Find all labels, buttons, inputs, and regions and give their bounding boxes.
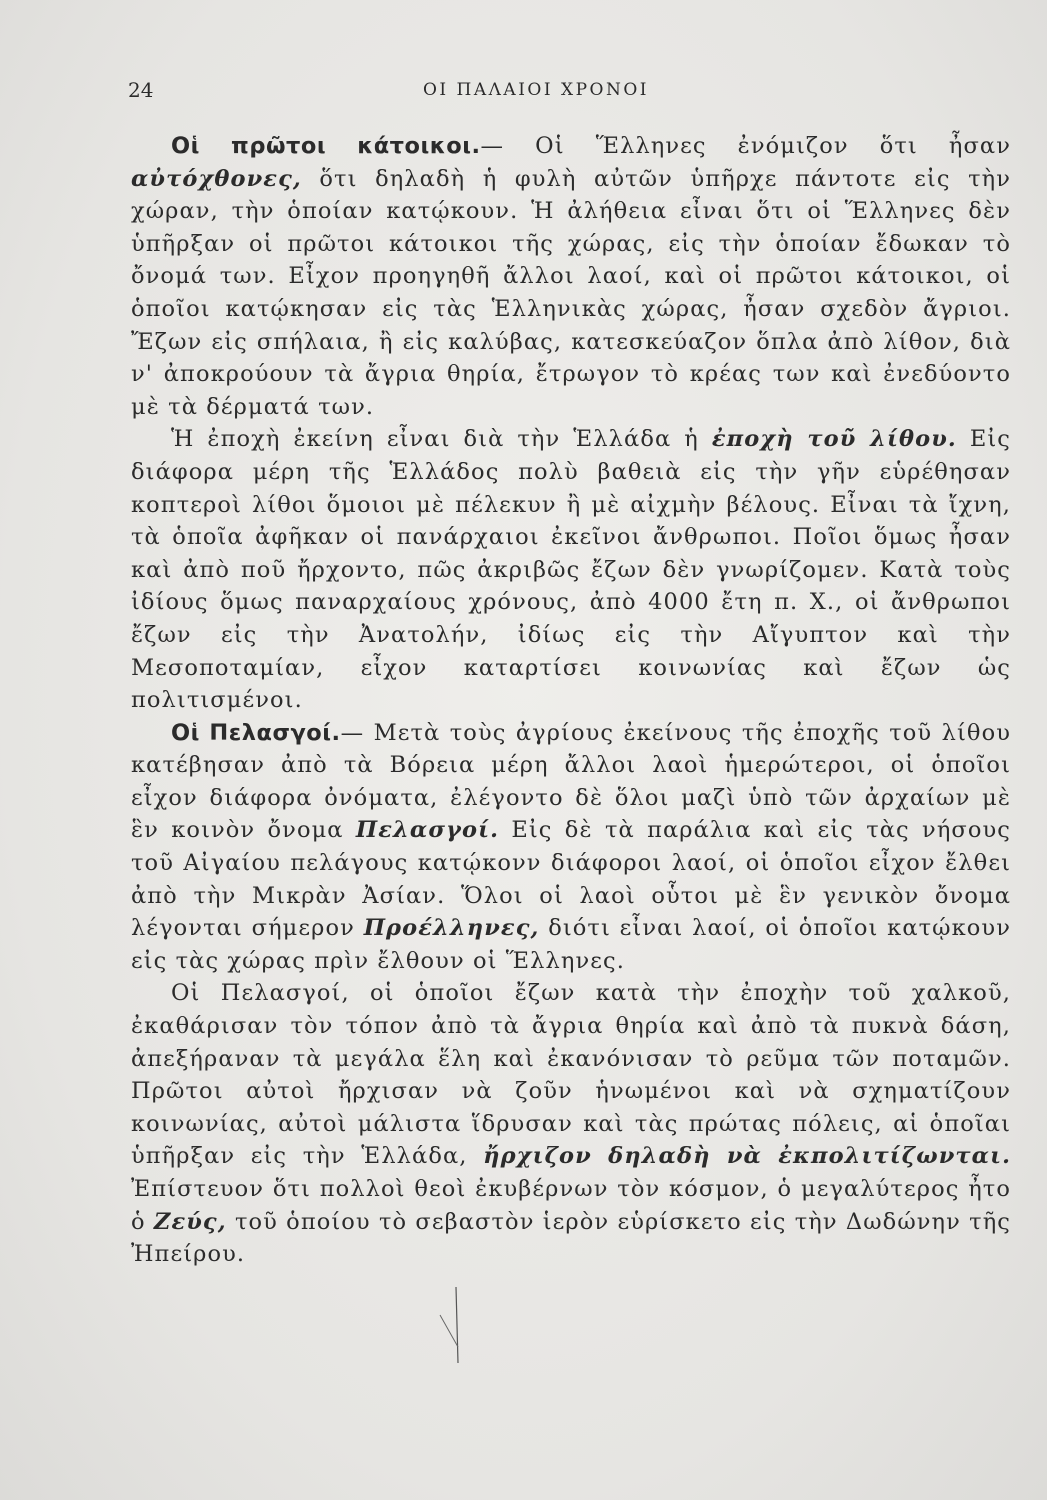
emphasis-term: Πελασγοί. bbox=[355, 817, 500, 844]
body-text bbox=[131, 130, 1011, 1271]
emphasis-term: ἤρχιζον δηλαδὴ νὰ ἐκπολιτίζωνται. bbox=[483, 1143, 1012, 1170]
emphasis-term: αὐτόχθονες, bbox=[131, 165, 302, 192]
page-number: 24 bbox=[128, 78, 154, 102]
emphasis-term: Προέλληνες, bbox=[363, 915, 540, 942]
pencil-mark-icon bbox=[436, 1285, 476, 1365]
running-title: ΟΙ ΠΑΛΑΙΟΙ ΧΡΟΝΟΙ bbox=[423, 80, 649, 100]
paragraph-text: Ἐπίστευον ὅτι πολλοὶ θεοὶ ἐκυβέρνων τὸν κόσμον, ὁ μεγαλύτερος ἦτο ὁ bbox=[131, 1176, 1011, 1235]
paragraph-text: — Μετὰ τοὺς ἀγρίους ἐκείνους τῆς ἐποχῆς τοῦ λίθου κατέβησαν ἀπὸ τὰ Βόρεια μέρη ἄλλοι λαοὶ ἡμερώτεροι, οἱ ὁποῖοι εἶχον διάφορα ὀνόματα, ἐλέγοντο δὲ ὅλοι μαζὶ ὑπὸ τῶν ἀρχαίων μὲ ἓν κοινὸν ὄνομα bbox=[131, 719, 1011, 844]
paragraph-text: — Οἱ Ἕλληνες ἐνόμιζον ὅτι ἦσαν bbox=[480, 133, 1012, 159]
page-header bbox=[128, 78, 1008, 108]
paragraph-text: Οἱ Πελασγοί, οἱ ὁποῖοι ἔζων κατὰ τὴν ἐποχὴν τοῦ χαλκοῦ, ἐκαθάρισαν τὸν τόπον ἀπὸ τὰ ἄγρια θηρία καὶ ἀπὸ τὰ πυκνὰ δάση, ἀπεξήραναν τὰ μεγάλα ἕλη καὶ ἐκανόνισαν τὸ ρεῦμα τῶν ποταμῶν. Πρῶτοι αὐτοὶ ἤρχισαν νὰ ζοῦν ἡνωμένοι καὶ νὰ σχηματίζουν κοινωνίας, αὐτοὶ μάλιστα ἵδρυσαν καὶ τὰς πρώτας πόλεις, αἱ ὁποῖαι ὑπῆρξαν εἰς τὴν Ἑλλάδα, bbox=[131, 980, 1011, 1170]
paragraph-text: τοῦ ὁποίου τὸ σεβαστὸν ἱερὸν εὑρίσκετο εἰς τὴν Δωδώνην τῆς Ἠπείρου. bbox=[131, 1208, 1011, 1268]
paragraph-text: διότι εἶναι λαοί, οἱ ὁποῖοι κατῴκουν εἰς τὰς χώρας πρὶν ἔλθουν οἱ Ἕλληνες. bbox=[131, 915, 1011, 974]
paragraph-first-inhabitants bbox=[131, 130, 1011, 423]
emphasis-term: ἐποχὴ τοῦ λίθου. bbox=[711, 426, 957, 453]
paragraph-stone-age bbox=[131, 423, 1011, 716]
paragraph-text: Ἡ ἐποχὴ ἐκείνη εἶναι διὰ τὴν Ἑλλάδα ἡ bbox=[171, 426, 712, 453]
emphasis-term: Ζεύς, bbox=[153, 1208, 227, 1235]
section-heading-pelasgians: Οἱ Πελασγοί. bbox=[171, 719, 341, 746]
paragraph-pelasgians bbox=[131, 717, 1011, 978]
section-heading-first-inhabitants: Οἱ πρῶτοι κάτοικοι. bbox=[171, 133, 481, 159]
paragraph-text: Εἰς δὲ τὰ παράλια καὶ εἰς τὰς νήσους τοῦ Αἰγαίου πελάγους κατῴκονν διάφοροι λαοί, οἱ ὁποῖοι εἶχον ἔλθει ἀπὸ τὴν Μικρὰν Ἀσίαν. Ὅλοι οἱ λαοὶ οὗτοι μὲ ἓν γενικὸν ὄνομα λέγονται σήμερον bbox=[131, 817, 1011, 942]
paragraph-text: Εἰς διάφορα μέρη τῆς Ἑλλάδος πολὺ βαθειὰ εἰς τὴν γῆν εὑρέθησαν κοπτεροὶ λίθοι ὅμοιοι μὲ πέλεκυν ἢ μὲ αἰχμὴν βέλους. Εἶναι τὰ ἴχνη, τὰ ὁποῖα ἀφῆκαν οἱ πανάρχαιοι ἐκεῖνοι ἄνθρωποι. Ποῖοι ὅμως ἦσαν καὶ ἀπὸ ποῦ ἤρχοντο, πῶς ἀκριβῶς ἔζων δὲν γνωρίζομεν. Κατὰ τοὺς ἰδίους ὅμως παναρχαίους χρόνους, ἀπὸ 4000 ἔτη π. Χ., οἱ ἄνθρωποι ἔζων εἰς τὴν Ἀνατολήν, ἰδίως εἰς τὴν Αἴγυπτον καὶ τὴν Μεσοποταμίαν, εἶχον καταρτίσει κοινωνίας καὶ ἔζων ὡς πολιτισμένοι. bbox=[131, 426, 1011, 714]
paragraph-text: ὅτι δηλαδὴ ἡ φυλὴ αὐτῶν ὑπῆρχε πάντοτε εἰς τὴν χώραν, τὴν ὁποίαν κατῴκουν. Ἡ ἀλήθεια εἶναι ὅτι οἱ Ἕλληνες δὲν ὑπῆρξαν οἱ πρῶτοι κάτοικοι τῆς χώρας, εἰς τὴν ὁποίαν ἔδωκαν τὸ ὄνομά των. Εἶχον προηγηθῆ ἄλλοι λαοί, καὶ οἱ πρῶτοι κάτοικοι, οἱ ὁποῖοι κατῴκησαν εἰς τὰς Ἑλληνικὰς χώρας, ἦσαν σχεδὸν ἄγριοι. Ἔζων εἰς σπήλαια, ἢ εἰς καλύβας, κατεσκεύαζον ὅπλα ἀπὸ λίθον, διὰ ν' ἀποκρούουν τὰ ἄγρια θηρία, ἔτρωγον τὸ κρέας των καὶ ἐνεδύοντο μὲ τὰ δέρματά των. bbox=[131, 165, 1011, 420]
paragraph-pelasgians-civilization bbox=[131, 977, 1011, 1270]
